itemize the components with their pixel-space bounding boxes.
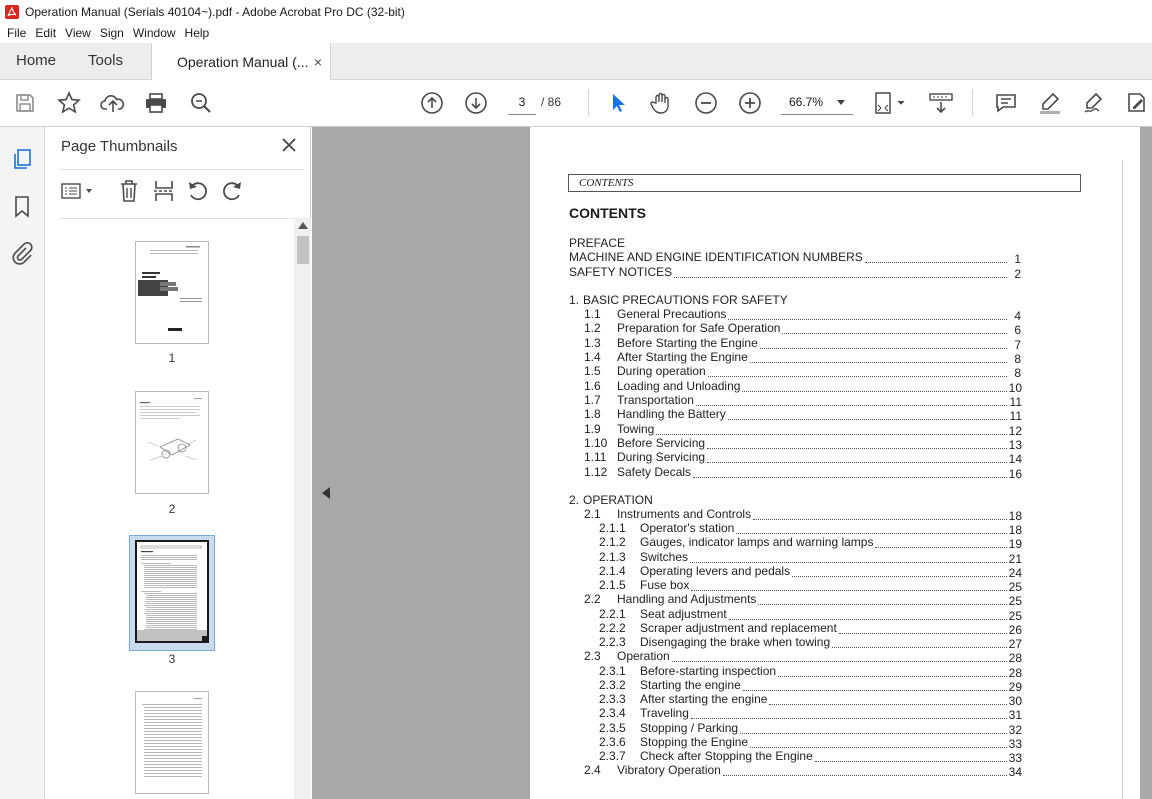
thumbnail-toolbar [59, 169, 305, 219]
save-icon[interactable] [12, 90, 38, 116]
thumbnail-label: 2 [168, 502, 176, 516]
toc-dot-leader [690, 551, 1007, 563]
menu-edit[interactable]: Edit [35, 26, 57, 40]
select-cursor-icon[interactable] [605, 90, 631, 116]
toc-entry-page: 11 [1009, 409, 1022, 423]
toc-entry-title[interactable]: Towing [617, 422, 655, 436]
toc-entry-number: 1.6 [584, 379, 601, 393]
toc-entry-number: 1.1 [584, 307, 601, 321]
toc-entry-title[interactable]: Safety Decals [617, 465, 692, 479]
toc-dot-leader [740, 722, 1007, 734]
contents-heading: CONTENTS [569, 205, 646, 221]
toc-entry-title[interactable]: Before Starting the Engine [617, 336, 758, 350]
toc-entry-number: 2.2.1 [599, 607, 626, 621]
toc-entry-page: 18 [1008, 509, 1022, 523]
toolbar [0, 80, 1152, 127]
left-rail [0, 127, 45, 799]
toc-entry-number: 1.12 [584, 465, 608, 479]
toc-entry-title[interactable]: MACHINE AND ENGINE IDENTIFICATION NUMBERS [569, 250, 863, 264]
toc-dot-leader [753, 508, 1007, 520]
toc-entry-number: 1.5 [584, 364, 601, 378]
toc-entry-page: 12 [1008, 424, 1022, 438]
toc-entry-number: 2.3.2 [599, 678, 626, 692]
toc-dot-leader [736, 522, 1007, 534]
toc-entry-page: 6 [1014, 323, 1021, 337]
zoom-out-icon[interactable] [693, 90, 719, 116]
title-bar [0, 0, 1152, 23]
toc-entry-title[interactable]: Stopping the Engine [640, 735, 749, 749]
toc-entry-page: 14 [1008, 452, 1022, 466]
page-2-preview [136, 392, 208, 493]
toc-entry-title[interactable]: Handling the Battery [617, 407, 726, 421]
toc-entry-title[interactable]: Before Servicing [617, 436, 706, 450]
panel-scrollbar[interactable] [294, 218, 311, 799]
tab-tools[interactable]: Tools [88, 52, 124, 69]
page-thumbnail-1[interactable] [135, 241, 209, 344]
page-fit-icon[interactable] [873, 90, 907, 116]
toc-entry-number: 2.3.5 [599, 721, 626, 735]
toc-entry-title[interactable]: Before-starting inspection [640, 664, 777, 678]
page-scan-edge [1122, 160, 1123, 799]
toc-dot-leader [782, 322, 1007, 334]
toc-dot-leader [707, 437, 1007, 449]
toc-entry-page: 31 [1008, 708, 1022, 722]
toc-entry-page: 8 [1014, 352, 1021, 366]
toc-entry-number: 2.1.5 [599, 578, 626, 592]
toc-entry-number: 2.3.7 [599, 749, 626, 763]
bookmark-star-icon[interactable] [56, 90, 82, 116]
page-thumbnail-3[interactable] [135, 540, 209, 643]
tab-bar [0, 43, 1152, 80]
toc-entry-title[interactable]: Handling and Adjustments [617, 592, 757, 606]
toc-entry-page: 27 [1008, 637, 1022, 651]
close-tab-icon[interactable]: × [313, 54, 322, 70]
toc-entry-number: 2.3.4 [599, 706, 626, 720]
toc-entry-title[interactable]: Fuse box [640, 578, 690, 592]
menu-help[interactable]: Help [184, 26, 210, 40]
toc-dot-leader [832, 636, 1007, 648]
toc-entry-number: 2.3 [584, 649, 601, 663]
window-title: Operation Manual (Serials 40104~).pdf - Adobe Acrobat Pro DC (32-bit) [25, 4, 405, 19]
menu-bar [0, 23, 1152, 43]
toc-dot-leader [723, 764, 1007, 776]
toc-entry-number: 2.2.2 [599, 621, 626, 635]
tab-document[interactable] [151, 43, 331, 80]
toc-entry-number: 2.1 [584, 507, 601, 521]
previous-page-icon[interactable] [419, 90, 445, 116]
toc-entry-page: 10 [1008, 381, 1022, 395]
toc-entry-number: 1.11 [584, 450, 607, 464]
toc-entry-title[interactable]: Instruments and Controls [617, 507, 752, 521]
draw-sign-icon[interactable] [1081, 90, 1107, 116]
toc-entry-page: 4 [1014, 309, 1021, 323]
toc-entry-page: 25 [1008, 580, 1022, 594]
toc-entry-number: 2.3.3 [599, 692, 626, 706]
toolbar-separator [588, 90, 589, 116]
toc-entry-page: 11 [1009, 395, 1022, 409]
toc-dot-leader [758, 593, 1007, 605]
toc-entry-title[interactable]: Transportation [617, 393, 694, 407]
toc-entry-number: 2.2.3 [599, 635, 626, 649]
menu-view[interactable]: View [65, 26, 91, 40]
toc-entry-page: 2 [1014, 267, 1021, 281]
toc-entry-title[interactable]: Switches [640, 550, 689, 564]
rotate-clockwise-icon[interactable] [221, 180, 243, 202]
toc-entry-number: 2.4 [584, 763, 601, 777]
toc-dot-leader [696, 394, 1007, 406]
toc-dot-leader [792, 565, 1007, 577]
toc-dot-leader [729, 608, 1007, 620]
toc-entry-number: 1.4 [584, 350, 601, 364]
zoom-level-value: 66.7% [789, 95, 824, 109]
toc-dot-leader [728, 408, 1007, 420]
toc-entry-title[interactable]: Disengaging the brake when towing [640, 635, 831, 649]
toc-dot-leader [778, 665, 1007, 677]
toc-entry-title[interactable]: OPERATION [583, 493, 653, 507]
tab-document-label: Operation Manual (... [177, 54, 309, 70]
toc-dot-leader [656, 423, 1007, 435]
page-total-label: / 86 [541, 95, 562, 109]
toc-entry-title[interactable]: Stopping / Parking [640, 721, 739, 735]
print-icon[interactable] [143, 90, 169, 116]
toc-entry-title[interactable]: After starting the engine [640, 692, 768, 706]
page-header-box: CONTENTS [568, 174, 1081, 192]
toc-entry-number: 1.9 [584, 422, 601, 436]
toc-entry-title[interactable]: During Servicing [617, 450, 706, 464]
toc-entry-page: 34 [1008, 765, 1022, 779]
highlight-pen-icon[interactable] [1037, 90, 1063, 116]
close-panel-icon[interactable] [281, 137, 297, 153]
delete-page-icon[interactable] [119, 179, 139, 203]
toc-entry-title[interactable]: Loading and Unloading [617, 379, 741, 393]
chevron-down-icon [837, 100, 845, 105]
toc-entry-number: 1.10 [584, 436, 608, 450]
toc-entry-page: 26 [1008, 623, 1022, 637]
toc-entry-page: 30 [1008, 694, 1022, 708]
edit-pdf-icon[interactable] [1124, 90, 1150, 116]
attachments-icon[interactable] [11, 241, 33, 265]
rotate-counterclockwise-icon[interactable] [187, 180, 209, 202]
toc-entry-title[interactable]: BASIC PRECAUTIONS FOR SAFETY [583, 293, 788, 307]
toc-entry-page: 32 [1008, 723, 1022, 737]
toc-entry-number: 2.3.6 [599, 735, 626, 749]
toc-entry-title[interactable]: Vibratory Operation [617, 763, 721, 777]
zoom-level-select[interactable] [781, 90, 853, 115]
toc-dot-leader [750, 736, 1007, 748]
scroll-mode-icon[interactable] [927, 90, 955, 116]
toc-entry-title[interactable]: Seat adjustment [640, 607, 727, 621]
toc-entry-number: 2.2 [584, 592, 601, 606]
page-4-preview [136, 692, 208, 793]
toc-entry-title[interactable]: Operation [617, 649, 670, 663]
toc-dot-leader [708, 365, 1007, 377]
toc-entry-page: 28 [1008, 666, 1022, 680]
upload-cloud-icon[interactable] [100, 90, 126, 116]
toc-entry-page: 8 [1014, 366, 1021, 380]
panel-scrollbar-thumb[interactable] [297, 236, 309, 264]
toc-dot-leader [839, 622, 1007, 634]
insert-page-icon[interactable] [153, 179, 175, 203]
toc-dot-leader [707, 451, 1007, 463]
toc-entry-title[interactable]: Gauges, indicator lamps and warning lamps [640, 535, 874, 549]
tab-home[interactable]: Home [16, 52, 57, 69]
zoom-search-icon[interactable] [188, 90, 214, 116]
toc-entry-number: 1. [569, 293, 580, 307]
toc-entry-title[interactable]: After Starting the Engine [617, 350, 748, 364]
toc-entry-title[interactable]: Scraper adjustment and replacement [640, 621, 837, 635]
panel-title: Page Thumbnails [61, 138, 178, 155]
toc-entry-page: 25 [1008, 609, 1022, 623]
toc-dot-leader [674, 266, 1007, 278]
toc-entry-number: 2.1.2 [599, 535, 626, 549]
toc-entry-page: 21 [1008, 552, 1022, 566]
toc-entry-number: 1.2 [584, 321, 601, 335]
comment-icon[interactable] [993, 90, 1019, 116]
toc-entry-page: 7 [1014, 338, 1021, 352]
toc-entry-page: 29 [1008, 680, 1022, 694]
toc-dot-leader [742, 380, 1007, 392]
toc-entry-page: 1 [1014, 252, 1021, 266]
toc-entry-title[interactable]: SAFETY NOTICES [569, 265, 673, 279]
toc-entry-title[interactable]: During operation [617, 364, 706, 378]
thumbnail-label: 3 [168, 652, 176, 666]
toc-entry-page: 33 [1008, 751, 1022, 765]
toc-entry-page: 16 [1008, 467, 1022, 481]
toc-entry-number: 2. [569, 493, 580, 507]
toc-entry-page: 28 [1008, 651, 1022, 665]
toc-dot-leader [750, 351, 1007, 363]
menu-sign[interactable]: Sign [99, 26, 124, 40]
toc-entry-number: 2.3.1 [599, 664, 626, 678]
next-page-icon[interactable] [463, 90, 489, 116]
thumbnail-options-icon[interactable] [61, 181, 95, 201]
toc-dot-leader [815, 750, 1007, 762]
thumbnail-label: 1 [168, 351, 176, 365]
toc-dot-leader [691, 579, 1007, 591]
toc-entry-page: 24 [1008, 566, 1022, 580]
toc-entry-title[interactable]: Operator's station [640, 521, 735, 535]
toc-dot-leader [760, 337, 1007, 349]
cover-page-preview [136, 242, 208, 343]
toc-dot-leader [728, 308, 1007, 320]
toc-entry-title[interactable]: Check after Stopping the Engine [640, 749, 813, 763]
collapse-panel-icon[interactable] [322, 487, 330, 499]
toc-dot-leader [865, 251, 1007, 263]
toc-entry-page: 33 [1008, 737, 1022, 751]
toc-entry-page: 25 [1008, 594, 1022, 608]
hand-tool-icon[interactable] [648, 90, 674, 116]
acrobat-icon [5, 5, 19, 19]
toc-entry-title[interactable]: Traveling [640, 706, 689, 720]
toc-entry-number: 2.1.1 [599, 521, 626, 535]
toc-dot-leader [743, 679, 1007, 691]
zoom-in-icon[interactable] [737, 90, 763, 116]
toc-entry-number: 1.3 [584, 336, 601, 350]
page-3-preview [137, 542, 207, 641]
toc-entry-title[interactable]: PREFACE [569, 236, 626, 250]
toc-entry-title[interactable]: General Precautions [617, 307, 727, 321]
scroll-up-icon[interactable] [298, 222, 308, 229]
page-thumbnail-2[interactable] [135, 391, 209, 494]
toc-dot-leader [672, 650, 1007, 662]
toc-entry-title[interactable]: Preparation for Safe Operation [617, 321, 781, 335]
toc-dot-leader [693, 466, 1007, 478]
toc-entry-page: 18 [1008, 523, 1022, 537]
toc-entry-number: 1.8 [584, 407, 601, 421]
menu-window[interactable]: Window [132, 26, 176, 40]
toolbar-separator [972, 90, 973, 116]
toc-entry-page: 19 [1008, 537, 1022, 551]
toc-entry-number: 1.7 [584, 393, 601, 407]
page-number-input[interactable]: 3 [508, 89, 536, 115]
toc-entry-title[interactable]: Starting the engine [640, 678, 741, 692]
menu-file[interactable]: File [7, 26, 27, 40]
toc-dot-leader [875, 536, 1007, 548]
bookmarks-icon[interactable] [13, 195, 31, 219]
toc-entry-number: 2.1.4 [599, 564, 626, 578]
toc-entry-number: 2.1.3 [599, 550, 626, 564]
page-thumbnails-icon[interactable] [11, 147, 35, 171]
toc-entry-title[interactable]: Operating levers and pedals [640, 564, 791, 578]
toc-dot-leader [769, 693, 1007, 705]
toc-entry-page: 13 [1008, 438, 1022, 452]
toc-dot-leader [691, 707, 1007, 719]
page-thumbnail-4[interactable] [135, 691, 209, 794]
